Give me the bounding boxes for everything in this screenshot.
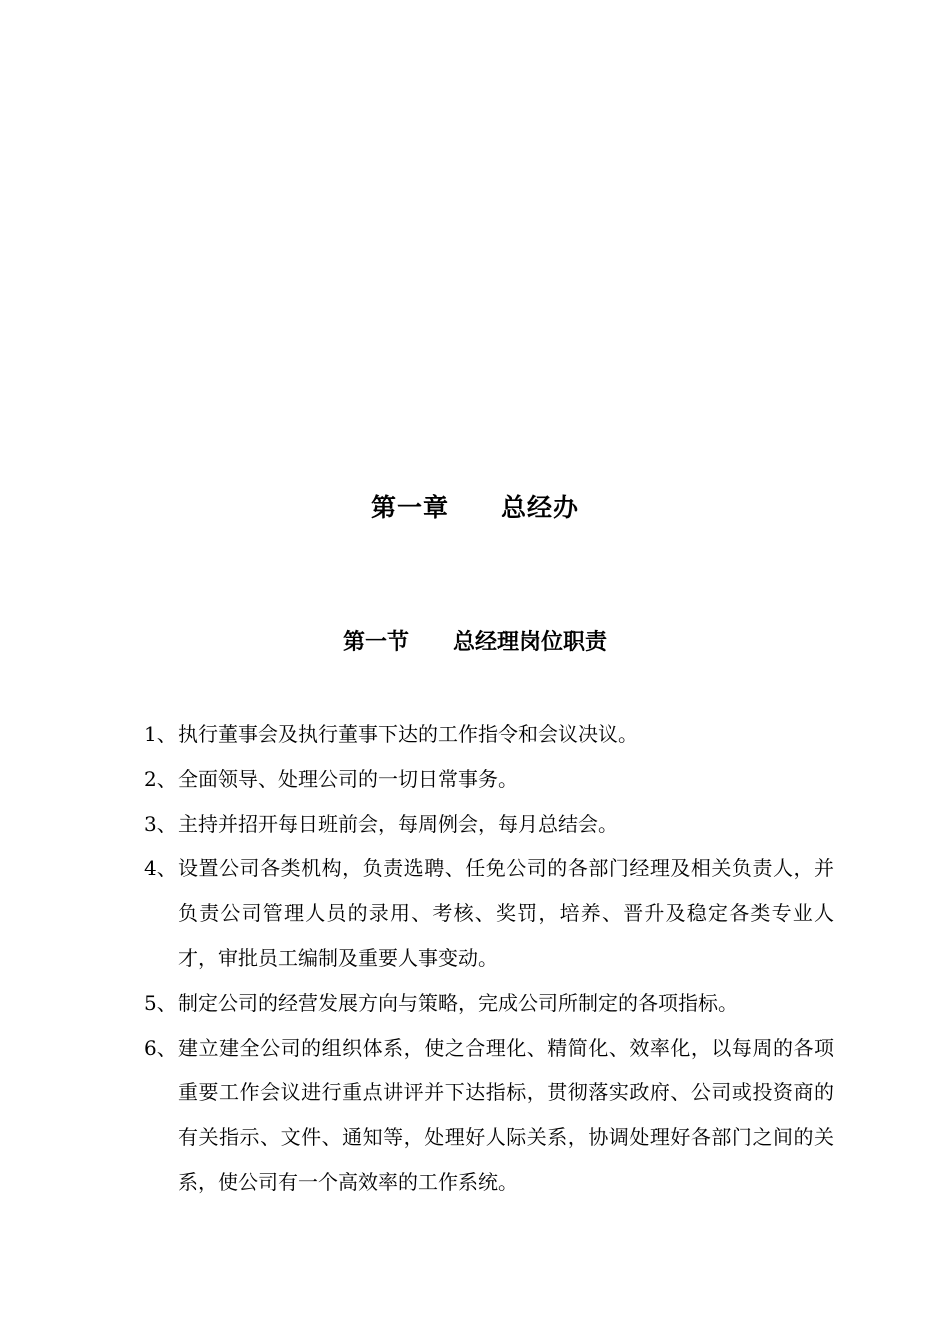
- section-title: 第一节 总经理岗位职责: [342, 629, 607, 655]
- duty-item-6: [144, 1026, 834, 1205]
- duty-list: [144, 712, 834, 1205]
- duty-text: 主持并招开每日班前会，每周例会，每月总结会。: [178, 811, 618, 836]
- duty-text: 建立建全公司的组织体系，使之合理化、精简化、效率化，以每周的各项重要工作会议进行重点讲评并下达指标，贯彻落实政府、公司或投资商的有关指示、文件、通知等，处理好人际关系，协调处理好各部门之间的关系，使公司有一个高效率的工作系统。: [178, 1035, 834, 1194]
- duty-item-3: [144, 802, 834, 847]
- duty-number: 4、: [144, 856, 177, 881]
- duty-number: 1、: [144, 722, 177, 746]
- duty-number: 6、: [144, 1035, 177, 1060]
- duty-text: 执行董事会及执行董事下达的工作指令和会议决议。: [178, 722, 638, 746]
- duty-item-5: [144, 981, 834, 1026]
- duty-text: 制定公司的经营发展方向与策略，完成公司所制定的各项指标。: [178, 990, 738, 1015]
- duty-number: 2、: [144, 766, 177, 791]
- duty-item-1: [144, 712, 834, 757]
- duty-text: 设置公司各类机构，负责选聘、任免公司的各部门经理及相关负责人，并负责公司管理人员的录用、考核、奖罚，培养、晋升及稳定各类专业人才，审批员工编制及重要人事变动。: [178, 856, 834, 970]
- duty-text: 全面领导、处理公司的一切日常事务。: [178, 766, 518, 791]
- duty-number: 5、: [144, 990, 177, 1015]
- duty-number: 3、: [144, 811, 177, 836]
- chapter-title: 第一章 总经办: [370, 493, 579, 522]
- duty-item-4: [144, 846, 834, 980]
- duty-item-2: [144, 757, 834, 802]
